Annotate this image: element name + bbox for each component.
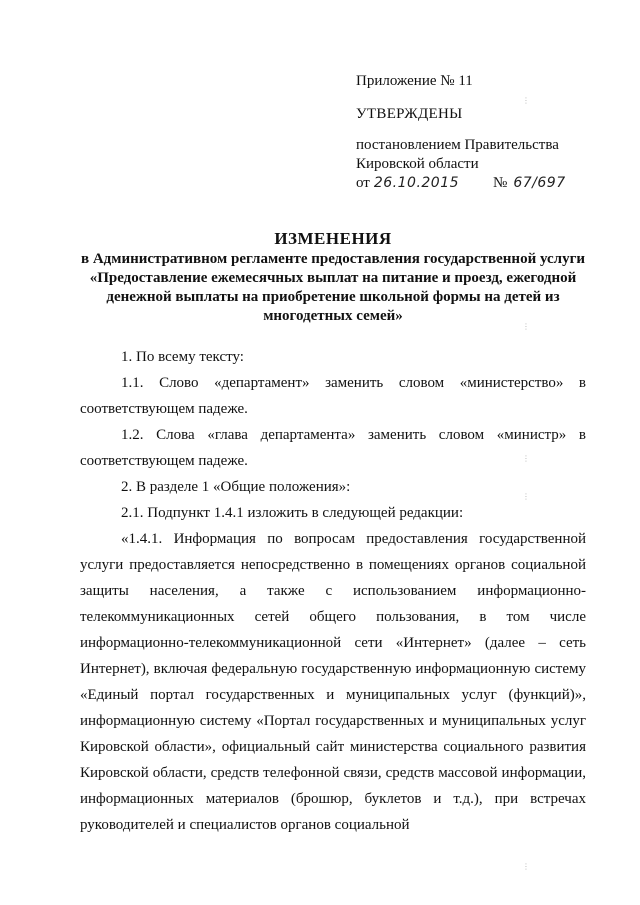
scan-speck: ⋮ xyxy=(522,862,530,871)
scan-speck: ⋮ xyxy=(522,454,530,463)
paragraph-1-1: 1.1. Слово «департамент» заменить словом «министерство» в соответствующем падеже. xyxy=(80,375,586,417)
decree-line-1: постановлением Правительства xyxy=(356,137,559,153)
scan-speck: ⋮ xyxy=(522,96,530,105)
decree-line-2: Кировской области xyxy=(356,156,479,172)
approval-block xyxy=(356,72,616,193)
paragraph-1-4-1: «1.4.1. Информация по вопросам предоставления государственной услуги предоставляется непосредственно в помещениях органов социальной защиты населения, а также с использованием информационно-телекоммуникационных сетей общего пользования, в том числе информационно-телекоммуникационной сети «Интернет» (далее – сеть Интернет), включая федеральную государственную информационную систему «Единый портал государственных и муниципальных услуг (функций)», информационную систему «Портал государственных и муниципальных услуг Кировской области», официальный сайт министерства социального развития Кировской области, средств телефонной связи, средств массовой информации, информационных материалов (брошюр, буклетов и т.д.), при встречах руководителей и специалистов органов социальной xyxy=(80,531,586,833)
appendix-number: Приложение № 11 xyxy=(356,73,473,89)
decree-number-handwritten: 67/697 xyxy=(513,175,566,191)
paragraph-1-2: 1.2. Слова «глава департамента» заменить словом «министр» в соответствующем падеже. xyxy=(80,427,586,469)
document-body xyxy=(80,344,586,838)
paragraph-2-1: 2.1. Подпункт 1.4.1 изложить в следующей редакции: xyxy=(121,505,464,521)
scan-speck: ⋮ xyxy=(522,492,530,501)
decree-date-number xyxy=(356,174,616,193)
from-label: от xyxy=(356,175,370,191)
approved-label: УТВЕРЖДЕНЫ xyxy=(356,106,463,122)
document-heading xyxy=(80,229,586,326)
document-title: ИЗМЕНЕНИЯ xyxy=(274,229,392,248)
decree-date-handwritten: 26.10.2015 xyxy=(373,175,460,191)
document-subtitle: в Административном регламенте предоставления государственной услуги «Предоставление ежемесячных выплат на питание и проезд, ежегодной денежной выплаты на приобретение школьной формы на детей из многодетных семей» xyxy=(80,251,586,324)
scan-speck: ⋮ xyxy=(522,322,530,331)
paragraph-2: 2. В разделе 1 «Общие положения»: xyxy=(121,479,351,495)
paragraph-1: 1. По всему тексту: xyxy=(121,349,244,365)
number-label: № xyxy=(493,175,508,191)
